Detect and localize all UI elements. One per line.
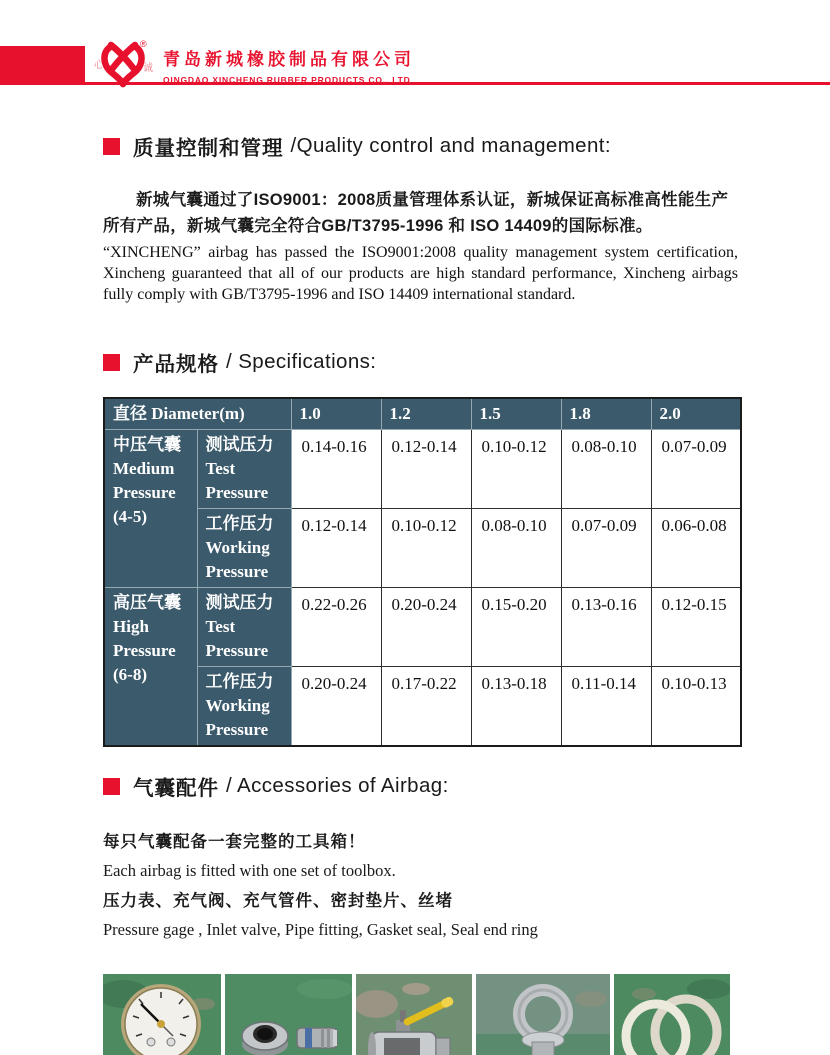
pressure-value-cell: 0.06-0.08 [651,509,741,588]
row-label-zh: 工作压力 [205,672,274,691]
quality-paragraph-zh: 新城气囊通过了ISO9001：2008质量管理体系认证，新城保证高标准高性能生产所有产品，新城气囊完全符合GB/T3795-1996 和 ISO 14409的国际标准。 [103,191,729,235]
pressure-value-cell: 0.12-0.14 [381,430,471,509]
group-range: (6-8) [113,665,147,684]
group-name-en: High Pressure [113,617,176,660]
quality-heading-en: /Quality control and management: [290,134,611,157]
diameter-header-cell: 直径 Diameter(m) [104,398,291,430]
table-row [104,430,741,509]
logo-left-char: 心 [94,60,104,71]
gasket-seal-image [476,974,610,1055]
accessories-heading-zh: 气囊配件 [133,777,219,800]
table-row [104,667,741,747]
table-header-row [104,398,741,430]
registered-mark: ® [140,39,147,49]
quality-heading-zh: 质量控制和管理 [133,137,284,160]
diameter-col-header: 1.8 [561,398,651,430]
seal-end-ring-image [614,974,730,1055]
header-red-bar [0,46,85,85]
diameter-col-header: 1.5 [471,398,561,430]
row-label-zh: 测试压力 [205,435,274,454]
red-square-bullet-icon [103,138,120,155]
pressure-value-cell: 0.11-0.14 [561,667,651,747]
photo-seal-end-ring [614,974,730,1055]
row-label-en: Test Pressure [205,617,269,660]
row-label-cell [197,667,291,747]
table-row [104,509,741,588]
company-name-en: QINGDAO XINCHENG RUBBER PRODUCTS CO., LTD [163,75,411,85]
pressure-value-cell: 0.08-0.10 [471,509,561,588]
row-label-zh: 工作压力 [205,514,274,533]
photo-inlet-valve [225,974,352,1055]
diameter-col-header: 2.0 [651,398,741,430]
row-label-en: Working Pressure [205,538,270,581]
pressure-value-cell: 0.10-0.12 [471,430,561,509]
pressure-value-cell: 0.07-0.09 [561,509,651,588]
group-name-en: Medium Pressure [113,459,176,502]
group-name-zh: 中压气囊 [113,435,181,454]
pressure-value-cell: 0.14-0.16 [291,430,381,509]
diameter-col-header: 1.0 [291,398,381,430]
row-label-cell [197,509,291,588]
pressure-value-cell: 0.07-0.09 [651,430,741,509]
accessory-photo-strip [103,974,738,1055]
toolbox-line-en: Each airbag is fitted with one set of toolbox. [103,861,396,880]
accessories-text-block [103,831,738,941]
pressure-gage-image [103,974,221,1055]
parts-line-en: Pressure gage , Inlet valve, Pipe fitting, Gasket seal, Seal end ring [103,920,538,939]
specs-section-heading [103,347,738,377]
pressure-value-cell: 0.20-0.24 [381,588,471,667]
high-pressure-group-cell [104,588,197,747]
quality-section-heading [103,131,738,161]
pressure-value-cell: 0.13-0.18 [471,667,561,747]
pressure-value-cell: 0.10-0.13 [651,667,741,747]
row-label-zh: 测试压力 [205,593,274,612]
row-label-en: Working Pressure [205,696,270,739]
pressure-value-cell: 0.12-0.15 [651,588,741,667]
group-name-zh: 高压气囊 [113,593,181,612]
red-square-bullet-icon [103,354,120,371]
pressure-value-cell: 0.17-0.22 [381,667,471,747]
parts-line-zh: 压力表、充气阀、充气管件、密封垫片、丝堵 [103,892,453,910]
inlet-valve-image [225,974,352,1055]
company-name-zh: 青岛新城橡胶制品有限公司 [163,50,415,69]
group-range: (4-5) [113,507,147,526]
pressure-value-cell: 0.13-0.16 [561,588,651,667]
pipe-fitting-image [356,974,472,1055]
logo-right-char: 诚 [143,63,153,74]
pressure-value-cell: 0.22-0.26 [291,588,381,667]
pressure-value-cell: 0.12-0.14 [291,509,381,588]
photo-pipe-fitting [356,974,472,1055]
specs-heading-zh: 产品规格 [133,353,219,376]
pressure-value-cell: 0.15-0.20 [471,588,561,667]
pressure-value-cell: 0.20-0.24 [291,667,381,747]
photo-pressure-gage [103,974,221,1055]
specifications-table [103,397,742,747]
specs-heading-en: / Specifications: [226,350,377,373]
red-square-bullet-icon [103,778,120,795]
photo-gasket-seal [476,974,610,1055]
medium-pressure-group-cell [104,430,197,588]
row-label-cell [197,588,291,667]
diameter-col-header: 1.2 [381,398,471,430]
row-label-cell [197,430,291,509]
page-content [103,0,738,1055]
accessories-heading-en: / Accessories of Airbag: [226,774,449,797]
pressure-value-cell: 0.10-0.12 [381,509,471,588]
row-label-en: Test Pressure [205,459,269,502]
quality-paragraph-en: “XINCHENG” airbag has passed the ISO9001:2008 quality management system certification, Xincheng guaranteed that all of our products are high standard performance, Xincheng airbags fully comply with GB/T3795-1996 and ISO 14409 international standard. [103,244,738,303]
toolbox-line-zh: 每只气囊配备一套完整的工具箱！ [103,833,366,851]
pressure-value-cell: 0.08-0.10 [561,430,651,509]
table-row [104,588,741,667]
accessories-section-heading [103,771,738,801]
